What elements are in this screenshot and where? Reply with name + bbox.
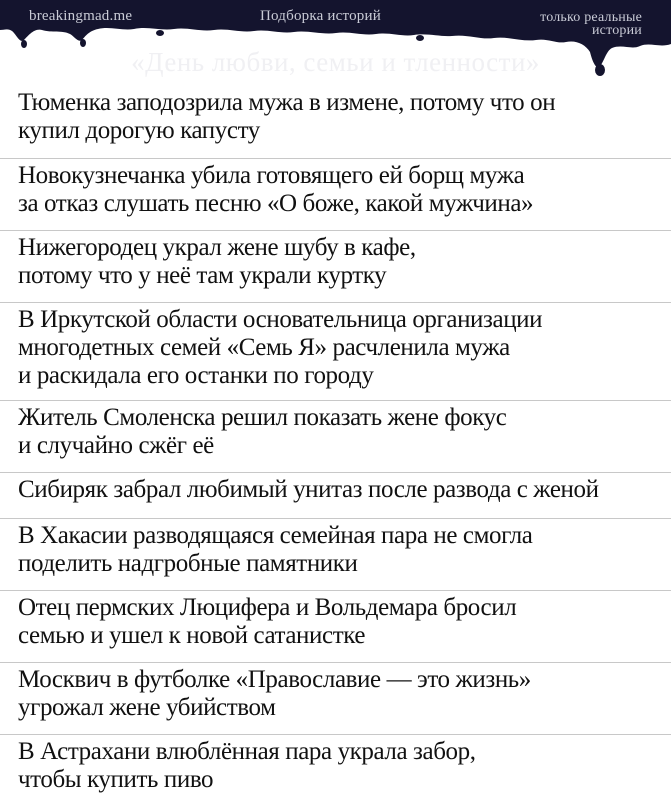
collection-title: «День любви, семьи и тленности» [131,47,540,77]
story-item[interactable]: Новокузнечанка убила готовящего ей борщ мужа за отказ слушать песню «О боже, какой мужчина» [0,158,671,230]
site-tagline: только реальные истории [540,10,642,38]
story-item[interactable]: Тюменка заподозрила мужа в измене, потому что он купил дорогую капусту [18,89,556,144]
site-name-link[interactable]: breakingmad.me [29,8,133,24]
story-item[interactable]: Житель Смоленска решил показать жене фокус и случайно сжёг её [0,400,671,472]
story-item[interactable]: Москвич в футболке «Православие — это жизнь» угрожал жене убийством [0,662,671,734]
section-title: Подборка историй [260,8,381,24]
story-item[interactable]: Отец пермских Люцифера и Вольдемара бросил семью и ушел к новой сатанистке [0,590,671,662]
story-item[interactable]: Сибиряк забрал любимый унитаз после развода с женой [0,472,671,518]
story-item[interactable]: Нижегородец украл жене шубу в кафе, потому что у неё там украли куртку [0,230,671,302]
header-banner [0,0,671,90]
story-item[interactable]: В Иркутской области основательница организации многодетных семей «Семь Я» расчленила мужа и раскидала его останки по городу [0,302,671,400]
story-list [0,86,671,806]
story-item[interactable]: В Астрахани влюблённая пара украла забор, чтобы купить пиво [0,734,671,806]
story-item[interactable]: В Хакасии разводящаяся семейная пара не смогла поделить надгробные памятники [0,518,671,590]
